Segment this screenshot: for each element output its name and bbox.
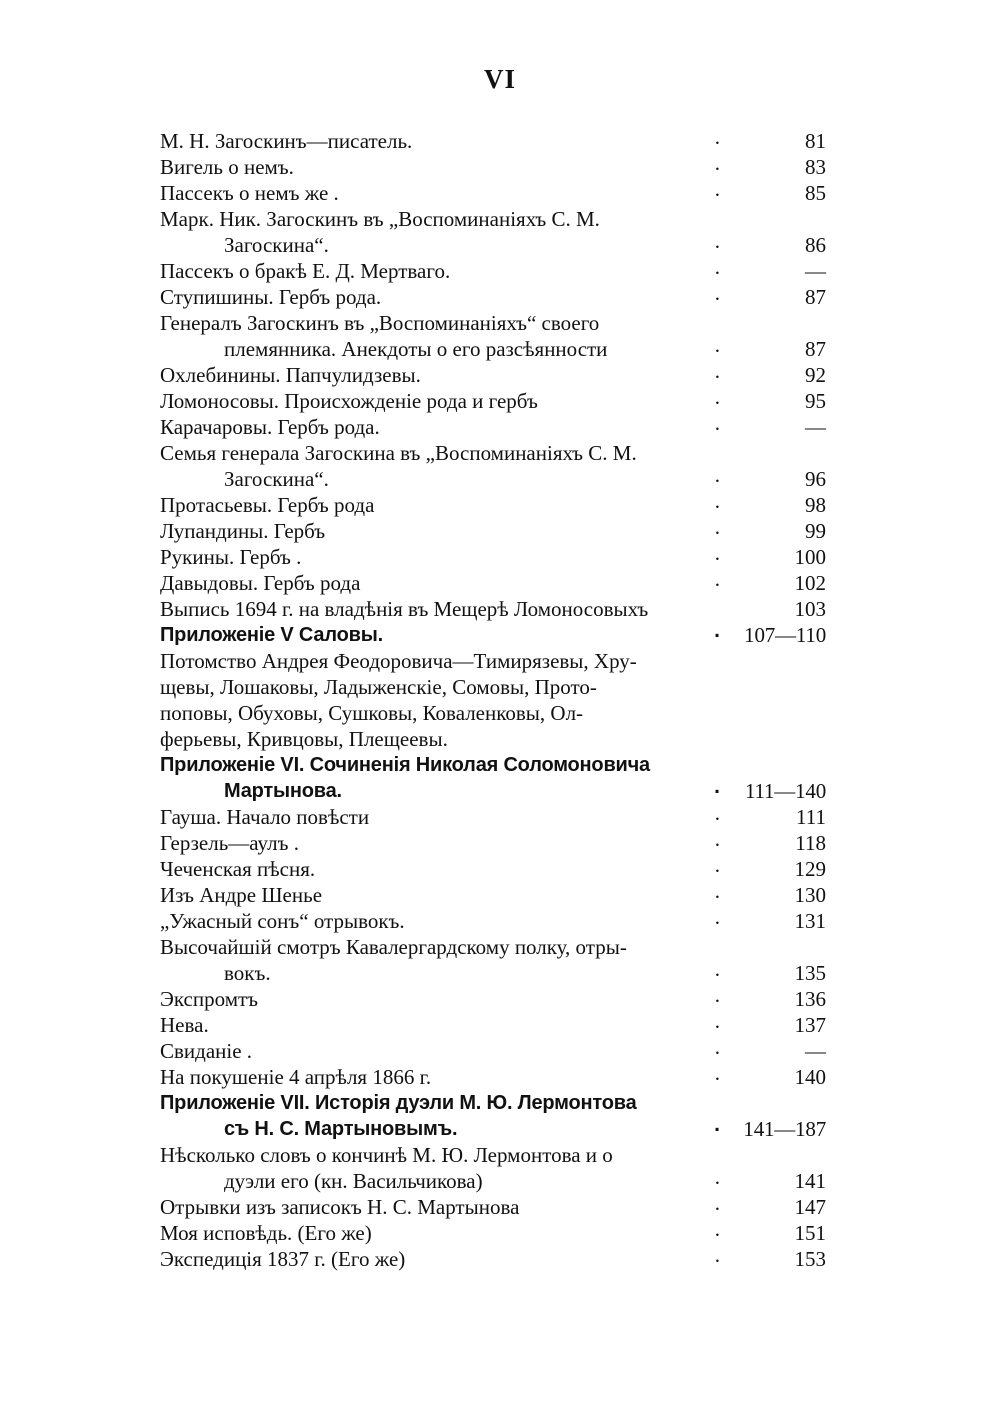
toc-entry-page: 102 [794,571,826,595]
toc-entry-title: Выпись 1694 г. на владѣнія въ Мещерѣ Ломоносовыхъ [160,597,649,621]
toc-entry-page: 111 [796,805,826,829]
toc-entry-title: Свиданіе . [160,1039,253,1063]
toc-entry-leader-dots: . [714,1191,720,1215]
toc-entry-leader-dots: . [714,411,720,435]
toc-entry [160,281,832,310]
toc-entry-title: Отрывки изъ записокъ Н. С. Мартынова [160,1195,520,1219]
toc-entry [160,1243,832,1272]
toc-entry-title: Высочайшій смотръ Кавалергардскому полку, отры- [160,935,627,959]
toc-entry-leader-dots: . [714,515,720,539]
toc-entry [160,1061,832,1090]
toc-entry-title: Рукины. Гербъ . [160,545,302,569]
toc-entry-title: Загоскина“. [224,467,329,491]
toc-entry-page: 136 [794,987,826,1011]
toc-entry-leader-dots: . [714,775,720,798]
toc-entry-title: щевы, Лошаковы, Ладыженскіе, Сомовы, Прото- [160,675,597,699]
toc-entry-title: Потомство Андрея Феодоровича—Тимирязевы, Хру- [160,649,637,673]
toc-entry-title: Протасьевы. Гербъ рода [160,493,375,517]
toc-entry-page: 131 [794,909,826,933]
toc-entry [160,905,832,934]
toc-entry-leader-dots: . [714,905,720,929]
toc-entry-title: Нева. [160,1013,209,1037]
toc-entry-leader-dots: . [714,983,720,1007]
toc-entry [160,726,832,752]
toc-entry-title: племянника. Анекдоты о его разсѣянности [224,337,608,361]
toc-entry-leader-dots: . [714,1113,720,1136]
toc-entry-title: Гауша. Начало повѣсти [160,805,370,829]
toc-entry [160,411,832,440]
toc-entry-leader-dots: . [714,125,720,149]
toc-entry-page: 107—110 [744,623,826,647]
toc-entry-leader-dots: . [714,619,720,642]
toc-entry-title: Ступишины. Гербъ рода. [160,285,382,309]
toc-entry-page: 137 [794,1013,826,1037]
toc-entry-title: вокъ. [224,961,271,985]
toc-entry-leader-dots: . [714,541,720,565]
toc-entry-title: Карачаровы. Гербъ рода. [160,415,380,439]
toc-entry-page: 87 [805,337,826,361]
toc-entry-title: Марк. Ник. Загоскинъ въ „Воспоминаніяхъ С. М. [160,207,600,231]
toc-entry-leader-dots: . [714,255,720,279]
toc-entry-page: — [805,259,826,283]
toc-entry-title: съ Н. С. Мартыновымъ. [224,1118,458,1140]
toc-entry-title: Генералъ Загоскинъ въ „Воспоминаніяхъ“ своего [160,311,600,335]
toc-entry-title: Моя исповѣдь. (Его же) [160,1221,372,1245]
toc-entry [160,567,832,596]
toc-entry-title: Чеченская пѣсня. [160,857,316,881]
toc-entry-title: Изъ Андре Шенье [160,883,323,907]
toc-entry-title: Экспромтъ [160,987,259,1011]
toc-entry-leader-dots: . [714,567,720,591]
toc-entry-leader-dots: . [714,1061,720,1085]
page-number: VI [483,64,516,94]
toc-entry-leader-dots: . [714,385,720,409]
toc-entry-page: 130 [794,883,826,907]
toc-entry-title: Нѣсколько словъ о кончинѣ М. Ю. Лермонтова и о [160,1143,613,1167]
toc-entry-leader-dots: . [714,1243,720,1267]
toc-entry-page: 140 [794,1065,826,1089]
toc-entry-title: Вигель о немъ. [160,155,294,179]
toc-entry-page: 81 [805,129,826,153]
toc-entry-page: 147 [794,1195,826,1219]
toc-entry [160,619,832,648]
toc-entry-page: — [805,415,826,439]
toc-entry-page: 98 [805,493,826,517]
toc-entry-page: 141 [794,1169,826,1193]
toc-entry-title: Семья генерала Загоскина въ „Воспоминаніяхъ С. М. [160,441,637,465]
toc-entry-page: 129 [794,857,826,881]
toc-entry-title: Мартынова. [224,780,342,802]
toc-entry-leader-dots: . [714,359,720,383]
toc-entry-page: 83 [805,155,826,179]
toc-entry-leader-dots: . [714,281,720,305]
toc-entry-leader-dots: . [714,333,720,357]
toc-entry-leader-dots: . [714,853,720,877]
toc-entry-title: Охлебинины. Папчулидзевы. [160,363,421,387]
toc-entry-title: Экспедиція 1837 г. (Его же) [160,1247,406,1271]
toc-entry-title: дуэли его (кн. Васильчикова) [224,1169,483,1193]
toc-entry-leader-dots: . [714,827,720,851]
toc-entry-title: „Ужасный сонъ“ отрывокъ. [160,909,405,933]
toc-entry-title: Пассекъ о немъ же . [160,181,339,205]
toc-entry-leader-dots: . [714,463,720,487]
toc-entry-title: Лупандины. Гербъ [160,519,326,543]
toc-entry-title: Загоскина“. [224,233,329,257]
toc-entry-leader-dots: . [714,229,720,253]
toc-entry-page: 111—140 [744,779,826,803]
toc-entry-page: 99 [805,519,826,543]
toc-entry-leader-dots: . [714,957,720,981]
toc-entry-page: 103 [794,597,826,621]
toc-entry-page: 118 [795,831,826,855]
toc-entry-leader-dots: . [714,489,720,513]
toc-entry-page: 141—187 [743,1117,826,1141]
toc-entry-title: Приложеніе V Саловы. [160,624,383,646]
toc-entry-page: 96 [805,467,826,491]
toc-entry-title: поповы, Обуховы, Сушковы, Коваленковы, Ол- [160,701,584,725]
toc-entry-page: 153 [794,1247,826,1271]
toc-entry-page: 135 [794,961,826,985]
toc-entry-page: — [805,1039,826,1063]
toc-entry-page: 95 [805,389,826,413]
toc-entry-leader-dots: . [714,177,720,201]
toc-entry-page: 151 [794,1221,826,1245]
toc-entry [160,1113,832,1142]
toc-entry-leader-dots: . [714,879,720,903]
toc-entry [160,700,832,726]
toc-entry-title: Приложеніе VI. Сочиненія Николая Соломоновича [160,754,650,776]
toc-entry-leader-dots: . [714,151,720,175]
toc-entry-title: Давыдовы. Гербъ рода [160,571,361,595]
toc-entry-page: 100 [794,545,826,569]
toc-entry-title: Герзель—аулъ . [160,831,299,855]
toc-entry-page: 85 [805,181,826,205]
toc-entry [160,177,832,206]
toc-entry-leader-dots: . [714,1035,720,1059]
toc-entry [160,648,832,674]
toc-entry-title: Ломоносовы. Происхожденіе рода и гербъ [160,389,538,413]
toc-entry-title: Пассекъ о бракѣ Е. Д. Мертваго. [160,259,451,283]
toc-entry-title: ферьевы, Кривцовы, Плещеевы. [160,727,448,751]
toc-entry-page: 86 [805,233,826,257]
table-of-contents [160,125,832,1272]
toc-entry-page: 92 [805,363,826,387]
toc-entry-leader-dots: . [714,801,720,825]
toc-entry-title: Приложеніе VII. Исторія дуэли М. Ю. Лермонтова [160,1092,637,1114]
toc-entry-page: 87 [805,285,826,309]
toc-entry-leader-dots: . [714,1009,720,1033]
toc-entry-leader-dots: . [714,1217,720,1241]
toc-entry-title: М. Н. Загоскинъ—писатель. [160,129,413,153]
toc-entry [160,674,832,700]
toc-entry-title: На покушеніе 4 апрѣля 1866 г. [160,1065,432,1089]
toc-entry-leader-dots: . [714,1165,720,1189]
